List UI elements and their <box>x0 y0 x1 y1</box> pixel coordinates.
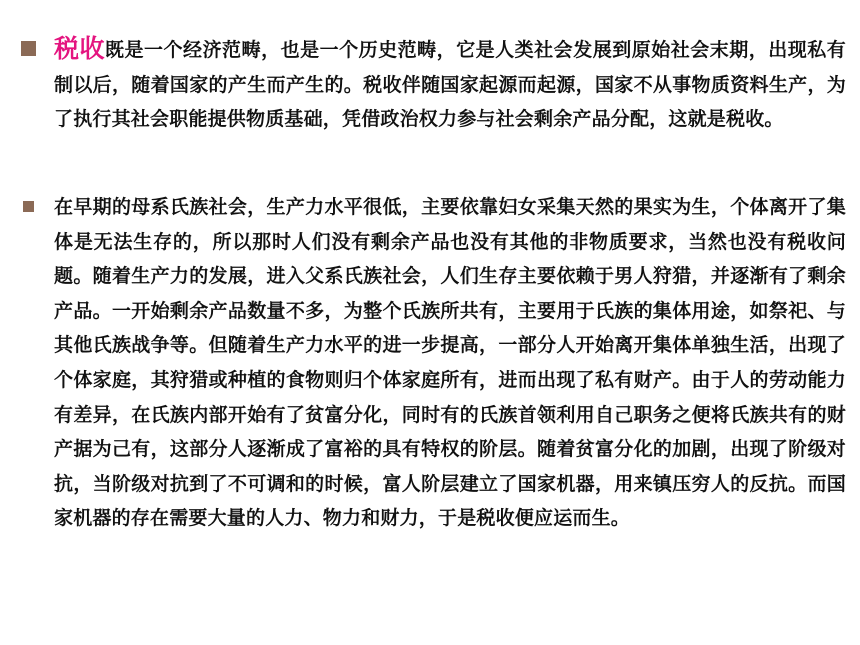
highlighted-term: 税收 <box>54 34 106 63</box>
paragraph-text: 在早期的母系氏族社会，生产力水平很低，主要依靠妇女采集天然的果实为生，个体离开了集体是无法生存的，所以那时人们没有剩余产品也没有其他的非物质要求，当然也没有税收问题。随着生产力的发展，进入父系氏族社会，人们生存主要依赖于男人狩猎，并逐渐有了剩余产品。一开始剩余产品数量不多，为整个氏族所共有，主要用于氏族的集体用途，如祭祀、与其他氏族战争等。但随着生产力水平的进一步提高，一部分人开始离开集体单独生活，出现了个体家庭，其狩猎或种植的食物则归个体家庭所有，进而出现了私有财产。由于人的劳动能力有差异，在氏族内部开始有了贫富分化，同时有的氏族首领利用自己职务之便将氏族共有的财产据为己有，这部分人逐渐成了富裕的具有特权的阶层。随着贫富分化的加剧，出现了阶级对抗，当阶级对抗到了不可调和的时候，富人阶层建立了国家机器，用来镇压穷人的反抗。而国家机器的存在需要大量的人力、物力和财力，于是税收便应运而生。 <box>54 196 846 530</box>
square-bullet-icon <box>23 201 34 212</box>
paragraph-tax-origin <box>54 190 846 536</box>
paragraph-text: 既是一个经济范畴，也是一个历史范畴，它是人类社会发展到原始社会末期，出现私有制以后，随着国家的产生而产生的。税收伴随国家起源而起源，国家不从事物质资料生产，为了执行其社会职能提供物质基础，凭借政治权力参与社会剩余产品分配，这就是税收。 <box>54 39 846 131</box>
square-bullet-icon <box>21 41 36 56</box>
paragraph-tax-definition <box>54 32 846 137</box>
